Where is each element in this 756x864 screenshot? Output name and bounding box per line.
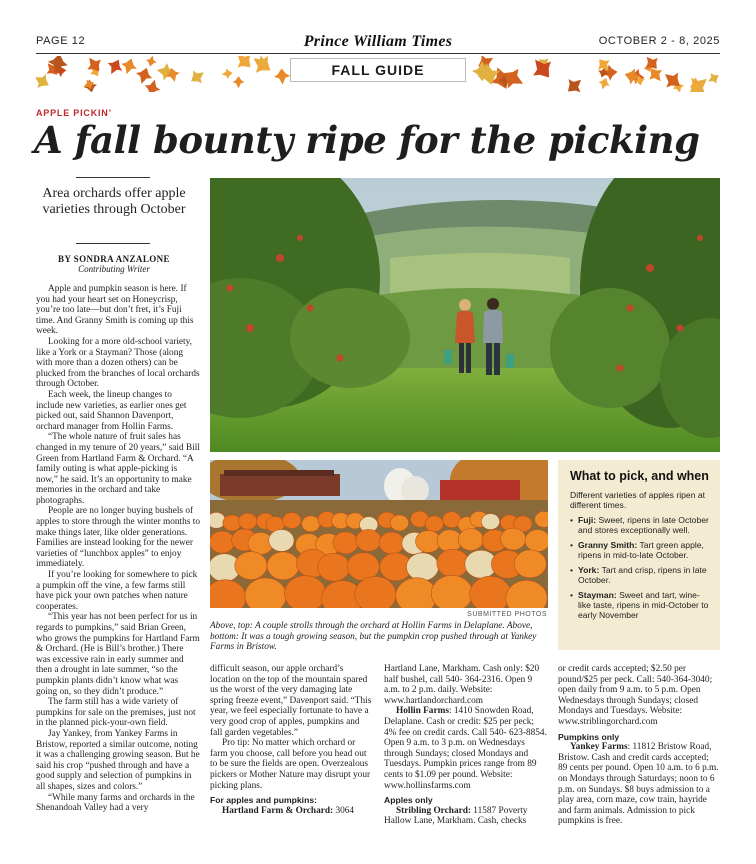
variety-name: Granny Smith: [578, 540, 638, 550]
deck-rule-top [76, 177, 150, 178]
leaf-icon [233, 76, 245, 88]
pumpkin-icon [470, 576, 511, 608]
leaf-icon [187, 66, 209, 88]
orchard-illustration [210, 178, 720, 452]
paragraph: Hartland Lane, Markham. Cash only: $20 half bushel, call 540- 364-2316. Open 9 a.m. to 2 p.m. daily. Website: www.hartlandorchard.com [384, 664, 540, 706]
leaf-icon [145, 56, 158, 68]
paragraph: “This year has not been perfect for us in regards to pumpkins,” said Brian Green, who grows the pumpkins for Hartland Farm & Orchard. (He is Bill’s brother.) There was excessive rain in early summer and then a drought in late summer, “so the pumpkin plants didn’t know what was going on, so they didn’t produce.” [36, 612, 200, 697]
leaf-icon [119, 56, 139, 76]
variety-name: Stayman: [578, 590, 617, 600]
sidebar-title: What to pick, and when [570, 469, 709, 483]
variety-name: Fuji: [578, 515, 597, 525]
pumpkin-icon [514, 550, 546, 578]
pumpkin-photo [210, 460, 548, 608]
leaf-icon [104, 56, 126, 78]
issue-date: OCTOBER 2 - 8, 2025 [598, 35, 720, 47]
pumpkin-icon [525, 530, 548, 552]
pumpkin-icon [425, 516, 443, 532]
subhead-pumpkins-only: Pumpkins only [558, 731, 620, 742]
pumpkin-icon [390, 515, 408, 531]
pumpkin-icon [269, 529, 294, 551]
paragraph: If you’re looking for somewhere to pick a pumpkin off the vine, a few farms still have pick your own patches when nature cooperates. [36, 570, 198, 612]
pumpkin-icon [283, 512, 301, 528]
leaf-icon [133, 65, 154, 86]
subhead-apples-and-pumpkins: For apples and pumpkins: [210, 795, 317, 806]
paragraph: Looking for a more old-school variety, like a York or a Stayman? Those (along with more than a dozen others) can be plucked from the branches of local orchards through October. [36, 336, 200, 390]
pumpkin-icon [302, 516, 320, 532]
pumpkin-illustration [210, 460, 548, 608]
pumpkin-icon [267, 552, 299, 580]
subhead-apples-only: Apples only [384, 795, 433, 806]
article-column-2 [210, 664, 374, 816]
pumpkin-icon [501, 528, 526, 550]
pumpkin-icon [379, 532, 404, 554]
deck-rule-bottom [76, 243, 150, 244]
pumpkin-icon [285, 576, 326, 608]
paragraph: or credit cards accepted; $2.50 per pound/$25 per peck. Call: 540-364-3040; open daily from 9 a.m. to 5 p.m. Open Wednesdays through Sundays; closed Mondays and Tuesdays. Website: www.striblingorchard.com [558, 664, 713, 727]
header-rule [36, 53, 720, 54]
paragraph: “While many farms and orchards in the Shenandoah Valley had a very [36, 792, 195, 814]
sidebar-item-granny-smith [570, 540, 710, 560]
kicker: APPLE PICKIN’ [36, 108, 112, 118]
photo-caption: Above, top: A couple strolls through the orchard at Hollin Farms in Delaplane. Above, bottom: It was a tough growing season, but the pumpkin crop pushed through at Yankey Farms in Bristow. [210, 621, 537, 653]
pumpkin-icon [481, 514, 499, 530]
paragraph: “The whole nature of fruit sales has changed in my tenure of 20 years,” said Bill Green from Hartland Farm & Orchard. “A family outing is what apple-picking is now,” he said. It’s an opportunity to make memories in the orchard and take photographs. [36, 432, 200, 506]
listing-text: 3064 [333, 805, 355, 816]
paragraph: People are no longer buying bushels of apples to store through the winter months to make things later, like older generations. Families are instead looking for the newer varieties of “lunchbox apples” to enjoy immediately. [36, 506, 200, 570]
paragraph: The farm still has a wide variety of pumpkins for sale on the premises, just not in the planned pick-your-own field. [36, 697, 196, 729]
paragraph: Apple and pumpkin season is here. If you had your heart set on Honeycrisp, you’re too late—but don’t fret, it’s Fuji time. And Granny Smith is coming up this week. [36, 284, 194, 337]
sidebar-item-york [570, 565, 710, 585]
paragraph: difficult season, our apple orchard’s location on the top of the mountain spared us the worst of the very damaging late spring freeze event,” Davenport said. “This year, we feel especially fortunate to have a very good crop of apples, pumpkins and fall garden vegetables.” [210, 664, 372, 738]
page-number: PAGE 12 [36, 35, 86, 47]
sidebar-item-stayman [570, 590, 710, 620]
paragraph: Jay Yankey, from Yankey Farms in Bristow, reported a similar outcome, noting it was a challenging growing season. But he said his crop “pushed through and have a good supply and selection of pumpkins in all shapes, sizes and colors.” [36, 728, 200, 792]
leaf-icon [143, 78, 163, 92]
pumpkin-icon [333, 532, 358, 554]
listing-name: Hollin Farms [396, 706, 449, 717]
variety-text: Tart green apple, ripens in mid-to-late October. [578, 540, 704, 560]
leaf-icon [221, 68, 233, 80]
leaf-icon [705, 70, 720, 87]
orchard-photo [210, 178, 720, 452]
paragraph: Pro tip: No matter which orchard or farm you choose, call before you head out to be sure the fields are open. Overzealous pickers or Mother Nature may disrupt your picking plans. [210, 738, 371, 791]
variety-name: York: [578, 565, 600, 575]
ripening-sidebar [558, 460, 720, 650]
leaf-icon [562, 73, 587, 92]
pumpkin-icon [239, 513, 257, 529]
sidebar-intro: Different varieties of apples ripen at different times. [570, 490, 706, 510]
listing-yankey [558, 742, 720, 827]
sidebar-item-fuji [570, 515, 710, 535]
headline: A fall bounty ripe for the picking [34, 118, 700, 162]
listing-text: : 1410 Snowden Road, Delaplane. Cash or credit: $25 per peck; 4% fee on credit cards. Call 540- 623-8854. Open 9 a.m. to 3 p.m. on Wednesdays through Sundays; closed Mondays and Tuesdays. Pumpkin prices range from 89 cents to $1.09 per pound. Website: www.hollinsfarms.com [384, 706, 547, 791]
byline-name: SONDRA ANZALONE [73, 254, 170, 264]
leaf-icon [659, 67, 686, 92]
pumpkin-icon [431, 575, 472, 608]
paragraph: Each week, the lineup changes to include new varieties, as earlier ones get picked out, said Shannon Davenport, orchard manager from Hollin Farms. [36, 389, 187, 432]
pumpkin-icon [356, 529, 381, 551]
listing-name: Hartland Farm & Orchard: [222, 805, 334, 816]
pumpkin-icon [406, 553, 438, 581]
byline [40, 254, 188, 264]
leaf-icon [273, 68, 290, 85]
listing-stribling [384, 806, 548, 827]
pumpkin-icon [458, 528, 483, 550]
leaf-icon [231, 56, 257, 74]
deck: Area orchards offer apple varieties through October [42, 186, 186, 217]
listing-name: Stribling Orchard: [396, 805, 471, 816]
pumpkin-icon [210, 531, 235, 553]
leaf-icon [36, 70, 53, 92]
variety-text: Sweet, ripens in late October and stores exceptionally well. [578, 515, 709, 535]
byline-title: Contributing Writer [78, 264, 150, 274]
variety-text: Tart and crisp, ripens in late October. [578, 565, 707, 585]
section-label: FALL GUIDE [290, 58, 466, 82]
pumpkin-icon [437, 549, 469, 577]
article-column-3 [384, 664, 548, 827]
listing-hollin [384, 706, 548, 791]
byline-prefix: BY [58, 254, 72, 264]
variety-text: Sweet and tart, wine-like taste, ripens in mid-October to early November [578, 590, 709, 620]
article-column-1 [36, 284, 200, 814]
pumpkin-icon [235, 552, 267, 580]
listing-hartland [210, 806, 374, 817]
article-column-4 [558, 664, 720, 827]
listing-name: Yankey Farms [570, 742, 628, 753]
listing-text: 11587 Poverty Hallow Lane, Markham. Cash, checks [384, 805, 528, 827]
masthead: Prince William Times [303, 33, 453, 50]
photo-credit: SUBMITTED PHOTOS [467, 611, 547, 618]
pumpkin-icon [318, 553, 350, 581]
listing-text: : 11812 Bristow Road, Bristow. Cash and credit cards accepted; 89 cents per pound. Open 10 a.m. to 6 p.m. on Mondays through Saturdays; noon to 6 p.m. on Sundays. $8 buys admission to a play area, corn maze, cow train, hayride and farm animals. Admission to pick pumpkins is free. [558, 742, 719, 827]
